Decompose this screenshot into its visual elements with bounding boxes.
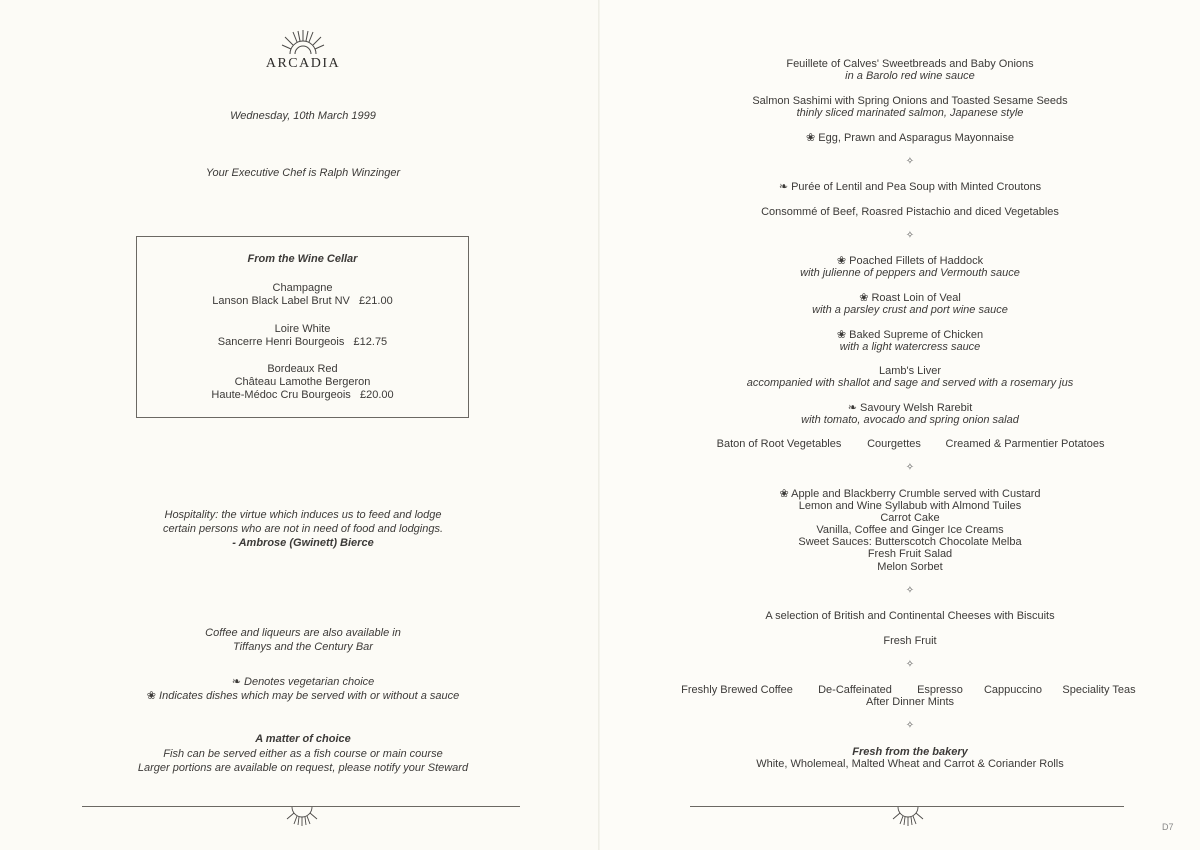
wine-cellar-title: From the Wine Cellar	[247, 253, 358, 265]
dessert-item: Vanilla, Coffee and Ginger Ice Creams	[816, 524, 1004, 536]
menu-item: ❀ Egg, Prawn and Asparagus Mayonnaise	[806, 132, 1014, 144]
separator-icon: ✧	[905, 720, 915, 731]
separator-icon: ✧	[905, 462, 915, 473]
sauce-legend: ❀ Indicates dishes which may be served with or without a sauce	[146, 690, 460, 702]
quote-line: certain persons who are not in need of food and lodgings.	[162, 523, 444, 535]
wine-group-item: Lanson Black Label Brut NV £21.00	[212, 295, 393, 307]
sunburst-logo-icon	[280, 28, 326, 56]
cheese-item: A selection of British and Continental Cheeses with Biscuits	[765, 610, 1055, 622]
sunburst-ornament-icon	[890, 806, 926, 828]
separator-icon: ✧	[905, 230, 915, 241]
drink-item: Speciality Teas	[1062, 684, 1136, 696]
menu-item-desc: thinly sliced marinated salmon, Japanese style	[796, 107, 1024, 119]
bakery-items: White, Wholemeal, Malted Wheat and Carrot & Coriander Rolls	[756, 758, 1064, 770]
menu-item: ❧ Savoury Welsh Rarebit	[847, 402, 973, 414]
separator-icon: ✧	[905, 156, 915, 167]
menu-item: Salmon Sashimi with Spring Onions and Toasted Sesame Seeds	[752, 95, 1068, 107]
wine-group-label: Loire White	[274, 323, 331, 335]
wine-group-item: Haute-Médoc Cru Bourgeois £20.00	[211, 389, 394, 401]
menu-item-desc: in a Barolo red wine sauce	[845, 70, 975, 82]
separator-icon: ✧	[905, 585, 915, 596]
choice-line: Fish can be served either as a fish course or main course	[163, 748, 443, 760]
wine-group-label: Champagne	[272, 282, 333, 294]
menu-item-desc: with tomato, avocado and spring onion salad	[801, 414, 1019, 426]
menu-item: ❀ Baked Supreme of Chicken	[836, 329, 984, 341]
menu-item: Feuillete of Calves' Sweetbreads and Baby Onions	[786, 58, 1034, 70]
menu-item-desc: with julienne of peppers and Vermouth sauce	[800, 267, 1020, 279]
page-number: D7	[1162, 822, 1174, 832]
menu-item: ❀ Poached Fillets of Haddock	[836, 255, 984, 267]
vegetarian-legend: ❧ Denotes vegetarian choice	[231, 676, 375, 688]
right-page	[600, 0, 1200, 850]
mints-item: After Dinner Mints	[865, 696, 955, 708]
brand-name: ARCADIA	[265, 56, 341, 71]
wine-cellar-box	[136, 236, 469, 418]
menu-item-desc: with a light watercress sauce	[839, 341, 981, 353]
dessert-item: Melon Sorbet	[877, 561, 943, 573]
bakery-title: Fresh from the bakery	[852, 746, 968, 758]
drink-item: Cappuccino	[983, 684, 1043, 696]
drink-item: Freshly Brewed Coffee	[681, 684, 793, 696]
coffee-note: Tiffanys and the Century Bar	[233, 641, 373, 653]
dessert-item: Fresh Fruit Salad	[867, 548, 953, 560]
quote-line: Hospitality: the virtue which induces us to feed and lodge	[164, 509, 442, 521]
vegetable-item: Courgettes	[867, 438, 921, 450]
choice-line: Larger portions are available on request, please notify your Steward	[137, 762, 469, 774]
quote-author: - Ambrose (Gwinett) Bierce	[232, 537, 374, 549]
menu-item: ❀ Roast Loin of Veal	[859, 292, 961, 304]
wine-group-item: Sancerre Henri Bourgeois £12.75	[217, 336, 388, 348]
menu-date: Wednesday, 10th March 1999	[230, 110, 376, 122]
dessert-item: Carrot Cake	[880, 512, 940, 524]
vegetable-item: Baton of Root Vegetables	[716, 438, 842, 450]
coffee-note: Coffee and liqueurs are also available in	[205, 627, 401, 639]
menu-item: Consommé of Beef, Roasred Pistachio and diced Vegetables	[761, 206, 1059, 218]
menu-item: Lamb's Liver	[878, 365, 941, 377]
wine-group-line: Château Lamothe Bergeron	[234, 376, 371, 388]
dessert-item: Lemon and Wine Syllabub with Almond Tuiles	[798, 500, 1022, 512]
menu-item-desc: with a parsley crust and port wine sauce	[812, 304, 1008, 316]
wine-group-label: Bordeaux Red	[267, 363, 338, 375]
menu-item-desc: accompanied with shallot and sage and served with a rosemary jus	[746, 377, 1074, 389]
fruit-item: Fresh Fruit	[883, 635, 937, 647]
executive-chef: Your Executive Chef is Ralph Winzinger	[205, 167, 401, 179]
separator-icon: ✧	[905, 659, 915, 670]
sunburst-ornament-icon	[284, 806, 320, 828]
dessert-item: ❀ Apple and Blackberry Crumble served with Custard	[779, 488, 1041, 500]
dessert-item: Sweet Sauces: Butterscotch Chocolate Melba	[798, 536, 1022, 548]
drink-item: De-Caffeinated	[818, 684, 892, 696]
menu-item: ❧ Purée of Lentil and Pea Soup with Minted Croutons	[778, 181, 1042, 193]
choice-title: A matter of choice	[255, 733, 351, 745]
drink-item: Espresso	[917, 684, 963, 696]
vegetable-item: Creamed & Parmentier Potatoes	[945, 438, 1105, 450]
